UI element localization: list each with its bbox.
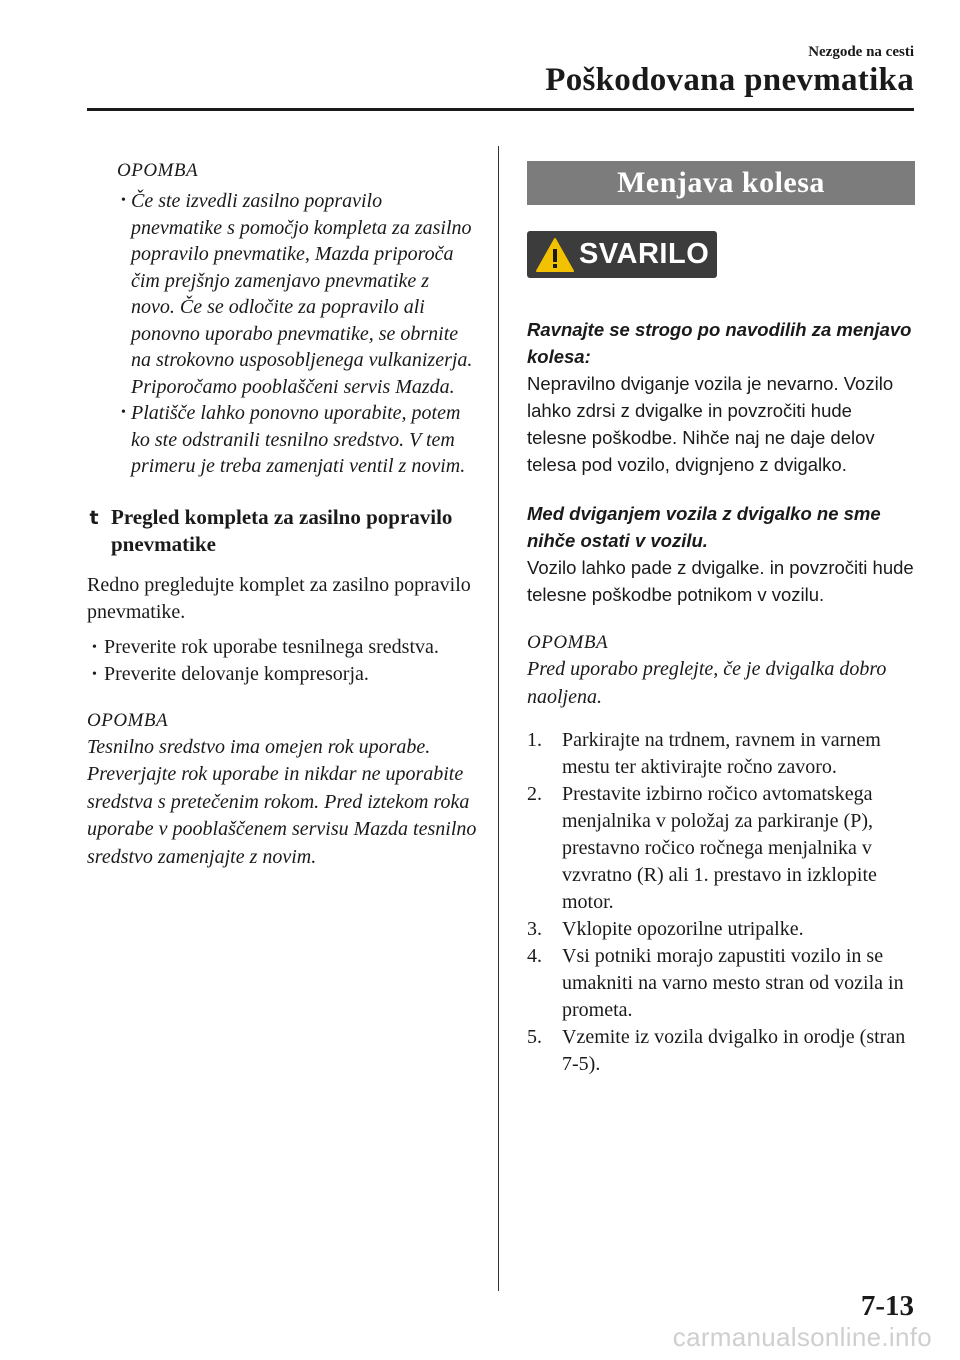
intro-paragraph: Redno pregledujte komplet za zasilno popravilo pnevmatike.: [87, 573, 471, 623]
warning-block: [527, 316, 915, 478]
step-number: 2.: [527, 783, 542, 805]
warning-label: SVARILO: [579, 238, 710, 270]
warning-triangle-icon: [535, 237, 575, 273]
note-block: [527, 632, 915, 711]
check-list-item: [92, 634, 477, 661]
check-list-item: [92, 661, 477, 688]
step-text: Vklopite opozorilne utripalke.: [562, 918, 804, 940]
header-divider: [87, 108, 914, 111]
warning-block: [527, 500, 915, 608]
note-label: OPOMBA: [527, 632, 609, 653]
subsection-marker-icon: t: [89, 506, 99, 529]
header-section-name: Nezgode na cesti: [808, 44, 914, 60]
check-item-text: Preverite rok uporabe tesnilnega sredstva.: [104, 635, 439, 658]
step-text: Parkirajte na trdnem, ravnem in varnem mestu ter aktivirajte ročno zavoro.: [562, 729, 881, 778]
check-item-text: Preverite delovanje kompresorja.: [104, 662, 369, 685]
step-number: 5.: [527, 1026, 542, 1048]
step-item: [527, 943, 915, 1024]
note-item-text: Platišče lahko ponovno uporabite, potem ko ste odstranili tesnilno sredstvo. V tem primeru je treba zamenjati ventil z novim.: [131, 402, 466, 477]
step-item: [527, 916, 915, 943]
step-text: Vzemite iz vozila dvigalko in orodje (stran 7-5).: [562, 1026, 906, 1075]
page-title: Poškodovana pnevmatika: [545, 62, 914, 98]
step-text: Prestavite izbirno ročico avtomatskega menjalnika v položaj za parkiranje (P), prestavno ročico ročnega menjalnika v vzvratno (R) ali 1. prestavo in izklopite motor.: [562, 783, 877, 913]
warning-badge: [527, 231, 717, 278]
step-item: [527, 781, 915, 916]
subsection-title: Pregled kompleta za zasilno popravilo pnevmatike: [111, 504, 453, 556]
note-block: [87, 710, 477, 872]
note-list: [87, 188, 477, 480]
bullet-icon: •: [92, 666, 97, 682]
step-text: Vsi potniki morajo zapustiti vozilo in se umakniti na varno mesto stran od vozila in prometa.: [562, 945, 904, 1021]
step-number: 4.: [527, 945, 542, 967]
note-item-text: Če ste izvedli zasilno popravilo pnevmatike s pomočjo kompleta za zasilno popravilo pnevmatike, Mazda priporoča čim prejšnjo zamenjavo pnevmatike z novo. Če se odločite za popravilo ali ponovno uporabo pnevmatike, se obrnite na strokovno usposobljenega vulkanizerja. Priporočamo pooblaščeni servis Mazda.: [131, 190, 473, 398]
step-number: 3.: [527, 918, 542, 940]
step-number: 1.: [527, 729, 542, 751]
step-item: [527, 1024, 915, 1078]
left-column: [87, 160, 477, 871]
bullet-icon: •: [121, 193, 126, 208]
note-list-item: [121, 188, 477, 400]
note-text: Tesnilno sredstvo ima omejen rok uporabe. Preverjajte rok uporabe in nikdar ne uporabite sredstva s pretečenim rokom. Pred iztekom roka uporabe v pooblaščenem servisu Mazda tesnilno sredstvo zamenjajte z novim.: [87, 735, 477, 868]
warning-heading: Med dviganjem vozila z dvigalko ne sme nihče ostati v vozilu.: [527, 503, 881, 551]
warning-text: Vozilo lahko pade z dvigalke. in povzročiti hude telesne poškodbe potnikom v vozilu.: [527, 557, 914, 605]
steps-list: [527, 727, 915, 1078]
bullet-icon: •: [121, 405, 126, 420]
note-label: OPOMBA: [117, 160, 199, 181]
warning-heading: Ravnajte se strogo po navodilih za menjavo kolesa:: [527, 319, 912, 367]
bullet-icon: •: [92, 639, 97, 655]
right-column: [527, 160, 915, 1078]
note-label: OPOMBA: [87, 709, 169, 731]
section-banner: Menjava kolesa: [527, 161, 915, 205]
check-list: [87, 634, 477, 688]
note-list-item: [121, 400, 477, 480]
warning-text: Nepravilno dviganje vozila je nevarno. Vozilo lahko zdrsi z dvigalke in povzročiti hude telesne poškodbe. Nihče naj ne daje delov telesa pod vozilo, dvignjeno z dvigalko.: [527, 373, 894, 475]
note-text: Pred uporabo preglejte, če je dvigalka dobro naoljena.: [527, 658, 887, 708]
page-number: 7-13: [860, 1290, 914, 1322]
watermark: carmanualsonline.info: [672, 1322, 932, 1352]
column-divider: [498, 146, 499, 1291]
step-item: [527, 727, 915, 781]
subsection-heading: [87, 504, 477, 558]
